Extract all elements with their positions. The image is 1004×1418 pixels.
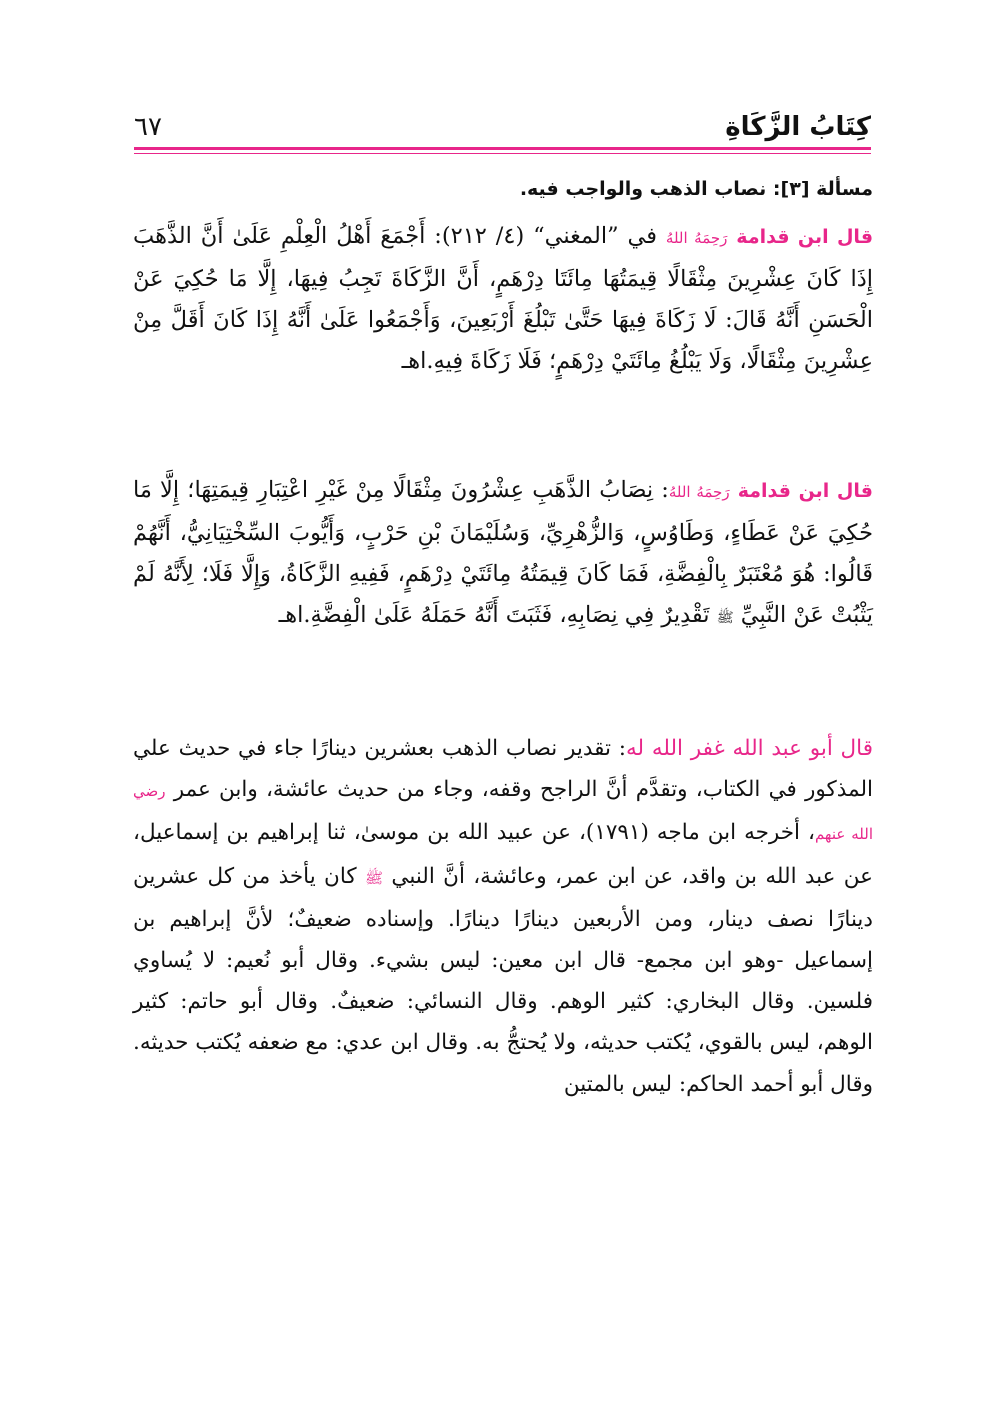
- paragraph-author-commentary: [133, 728, 873, 1105]
- header-rule-thick: [134, 147, 871, 150]
- page-number: ٦٧: [134, 112, 162, 142]
- issue-title: نصاب الذهب والواجب فيه.: [519, 178, 767, 200]
- paragraph-text-end: تَقْدِيرٌ فِي نِصَابِهِ، فَثَبَتَ أَنَّهُ حَمَلَهُ عَلَىٰ الْفِضَّةِ.اهـ: [278, 602, 710, 628]
- honorific: رَحِمَهُ اللهُ: [665, 229, 728, 247]
- speaker-label: قال ابن قدامة: [737, 480, 873, 502]
- paragraph-text: في ”المغني“ (٤/ ٢١٢): أَجْمَعَ أَهْلُ الْعِلْمِ عَلَىٰ أَنَّ الذَّهَبَ إِذَا كَانَ عِشْرِينَ مِثْقَالًا قِيمَتُهَا مِائَتَا دِرْهَمٍ، أَنَّ الزَّكَاةَ تَجِبُ فِيهَا، إِلَّا مَا حُكِيَ عَنْ الْحَسَنِ أَنَّهُ قَالَ: لَا زَكَاةَ فِيهَا حَتَّىٰ تَبْلُغَ أَرْبَعِينَ، وَأَجْمَعُوا عَلَىٰ أَنَّهُ إِذَا كَانَ أَقَلَّ مِنْ عِشْرِينَ مِثْقَالًا، وَلَا يَبْلُغُ مِائَتَيْ دِرْهَمٍ؛ فَلَا زَكَاةَ فِيهِ.اهـ: [133, 223, 873, 374]
- commentary-text-1: : تقدير نصاب الذهب بعشرين دينارًا جاء في حديث علي المذكور في الكتاب، وتقدَّم أنَّ الراجح وقفه، وجاء من حديث عائشة، وابن عمر: [133, 736, 873, 803]
- honorific: رَحِمَهُ اللهُ: [668, 483, 730, 501]
- speaker-label: قال ابن قدامة: [736, 226, 874, 248]
- header-rule-thin: [134, 153, 871, 154]
- issue-heading: [133, 172, 873, 206]
- book-title: كِتَابُ الزَّكَاةِ: [725, 112, 871, 142]
- paragraph-text: : نِصَابُ الذَّهَبِ عِشْرُونَ مِثْقَالًا مِنْ غَيْرِ اعْتِبَارِ قِيمَتِهَا؛ إِلَّا مَا حُكِيَ عَنْ عَطَاءٍ، وَطَاوُسٍ، وَالزُّهْرِيِّ، وَسُلَيْمَانَ بْنِ حَرْبٍ، وَأَيُّوبَ السِّخْتِيَانِيُّ، أَنَّهُمْ قَالُوا: هُوَ مُعْتَبَرٌ بِالْفِضَّةِ، فَمَا كَانَ قِيمَتُهُ مِائَتَيْ دِرْهَمٍ، فَفِيهِ الزَّكَاةُ، وَإِلَّا فَلَا؛ لِأَنَّهُ لَمْ يَثْبُتْ عَنْ النَّبِيِّ: [133, 477, 873, 628]
- salutation-prophet: ﷺ: [364, 868, 384, 887]
- issue-label: مسألة [٣]:: [772, 178, 873, 200]
- salutation: ﷺ: [716, 610, 734, 626]
- running-header: [134, 108, 871, 144]
- paragraph-ibn-qudama-1: [133, 216, 873, 382]
- commentary-text-2: ، أخرجه ابن ماجه (١٧٩١)، عن عبيد الله بن موسىٰ، ثنا إبراهيم بن إسماعيل، عن عبد الله بن واقد، عن ابن عمر، وعائشة، أنَّ النبي: [133, 820, 873, 889]
- paragraph-ibn-qudama-2: [133, 470, 873, 639]
- commentary-text-3: كان يأخذ من كل عشرين دينارًا نصف دينار، ومن الأربعين دينارًا دينارًا. وإسناده ضعيفٌ؛ لأنَّ إبراهيم بن إسماعيل -وهو ابن مجمع- قال ابن معين: ليس بشيء. وقال أبو نُعيم: لا يُساوي فلسين. وقال البخاري: كثير الوهم. وقال النسائي: ضعيفٌ. وقال أبو حاتم: كثير الوهم، ليس بالقوي، يُكتب حديثه، ولا يُحتجُّ به. وقال ابن عدي: مع ضعفه يُكتب حديثه. وقال أبو أحمد الحاكم: ليس بالمتين: [133, 863, 873, 1097]
- honorific-companions: رضي الله عنهم: [133, 782, 873, 844]
- author-label: قال أبو عبد الله غفر الله له: [626, 736, 873, 761]
